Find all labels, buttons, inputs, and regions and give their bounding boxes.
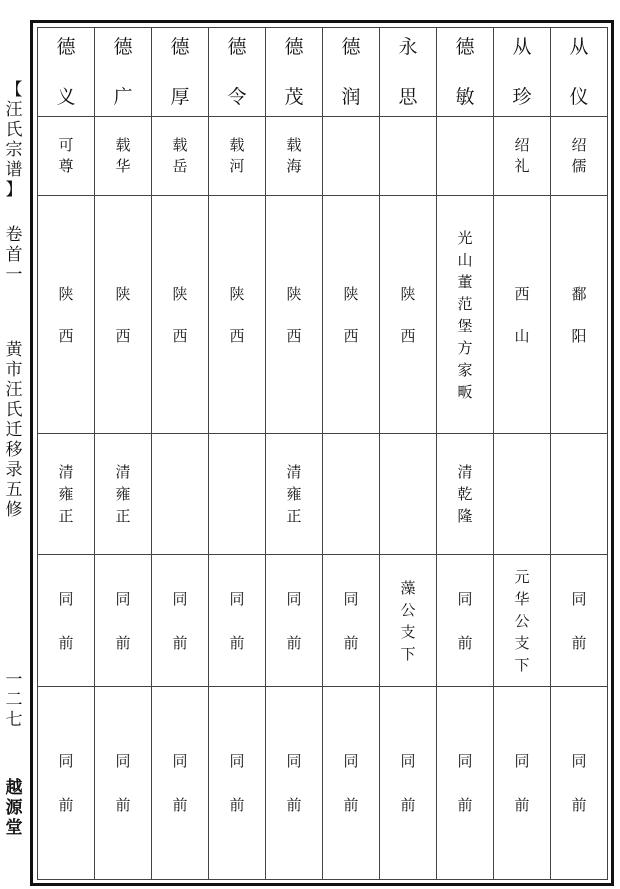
- hall-name: 越 源 堂: [5, 778, 23, 838]
- cell-zi: [152, 117, 209, 196]
- migration-era: 清 雍 正: [286, 463, 302, 525]
- courtesy-name: 载 海: [286, 136, 302, 175]
- section-title: 黄 市 汪 氏 迁 移 录 五 修: [5, 340, 23, 520]
- migration-era: 清 雍 正: [115, 463, 131, 525]
- person-name: 永 思: [398, 36, 418, 108]
- cell-zi: [95, 117, 152, 196]
- courtesy-name: 载 河: [229, 136, 245, 175]
- migration-era: 清 乾 隆: [457, 463, 473, 525]
- page-number: 一 二 七: [5, 670, 23, 730]
- cell-era: [437, 434, 494, 555]
- cell-location: [380, 196, 437, 434]
- lineage-note: 同 前: [172, 589, 188, 652]
- origin-note: 同 前: [58, 752, 74, 814]
- cell-name: [323, 28, 380, 117]
- cell-name: [380, 28, 437, 117]
- cell-location: [494, 196, 551, 434]
- book-title: 【 汪 氏 宗 谱 】: [5, 80, 23, 200]
- cell-era: [266, 434, 323, 555]
- cell-era: [494, 434, 551, 555]
- migration-location: 西 山: [514, 284, 530, 345]
- cell-origin: [323, 687, 380, 880]
- migration-location: 陕 西: [115, 284, 131, 345]
- origin-note: 同 前: [457, 752, 473, 814]
- cell-origin: [437, 687, 494, 880]
- migration-era: [494, 434, 550, 554]
- migration-era: [209, 434, 265, 554]
- lineage-note: 同 前: [229, 589, 245, 652]
- cell-location: [209, 196, 266, 434]
- cell-zi: [494, 117, 551, 196]
- cell-location: [266, 196, 323, 434]
- cell-lineage: [494, 555, 551, 687]
- cell-name: [266, 28, 323, 117]
- lineage-note: 同 前: [343, 589, 359, 652]
- courtesy-name: [323, 117, 379, 195]
- cell-lineage: [152, 555, 209, 687]
- migration-location: 陕 西: [400, 284, 416, 345]
- cell-zi: [380, 117, 437, 196]
- courtesy-name: 绍 儒: [571, 136, 587, 175]
- migration-era: [380, 434, 436, 554]
- person-name: 德 广: [113, 36, 133, 108]
- cell-origin: [152, 687, 209, 880]
- location-row: [38, 196, 608, 434]
- cell-lineage: [95, 555, 152, 687]
- cell-origin: [266, 687, 323, 880]
- origin-note: 同 前: [172, 752, 188, 814]
- origin-note: 同 前: [286, 752, 302, 814]
- name-row: [38, 28, 608, 117]
- lineage-note: 元 华 公 支 下: [514, 567, 530, 674]
- lineage-note: 同 前: [457, 589, 473, 652]
- cell-zi: [437, 117, 494, 196]
- cell-era: [551, 434, 608, 555]
- lineage-note: 同 前: [571, 589, 587, 652]
- cell-name: [95, 28, 152, 117]
- courtesy-name: 可 尊: [58, 136, 74, 175]
- lineage-note: 同 前: [286, 589, 302, 652]
- cell-zi: [266, 117, 323, 196]
- cell-name: [551, 28, 608, 117]
- courtesy-name: [380, 117, 436, 195]
- cell-era: [209, 434, 266, 555]
- person-name: 德 茂: [284, 36, 304, 108]
- migration-era: [551, 434, 607, 554]
- cell-origin: [380, 687, 437, 880]
- cell-lineage: [323, 555, 380, 687]
- migration-era: [323, 434, 379, 554]
- person-name: 德 令: [227, 36, 247, 108]
- person-name: 德 义: [56, 36, 76, 108]
- cell-location: [551, 196, 608, 434]
- origin-note: 同 前: [400, 752, 416, 814]
- cell-lineage: [380, 555, 437, 687]
- cell-origin: [551, 687, 608, 880]
- migration-location: 光 山 董 范 堡 方 家 畈: [457, 228, 473, 401]
- lineage-note: 同 前: [115, 589, 131, 652]
- migration-location: 陕 西: [58, 284, 74, 345]
- cell-origin: [95, 687, 152, 880]
- migration-era: [152, 434, 208, 554]
- migration-location: 陕 西: [172, 284, 188, 345]
- person-name: 德 厚: [170, 36, 190, 108]
- origin-note: 同 前: [343, 752, 359, 814]
- person-name: 德 敏: [455, 36, 475, 108]
- migration-location: 陕 西: [229, 284, 245, 345]
- origin-note: 同 前: [571, 752, 587, 814]
- cell-location: [152, 196, 209, 434]
- courtesy-name: 载 岳: [172, 136, 188, 175]
- cell-location: [323, 196, 380, 434]
- cell-origin: [494, 687, 551, 880]
- cell-name: [152, 28, 209, 117]
- person-name: 从 珍: [512, 36, 532, 108]
- cell-name: [38, 28, 95, 117]
- courtesy-name: 载 华: [115, 136, 131, 175]
- cell-zi: [323, 117, 380, 196]
- cell-lineage: [437, 555, 494, 687]
- courtesy-name: 绍 礼: [514, 136, 530, 175]
- cell-era: [38, 434, 95, 555]
- origin-note: 同 前: [514, 752, 530, 814]
- cell-origin: [209, 687, 266, 880]
- cell-lineage: [38, 555, 95, 687]
- lineage-row: [38, 555, 608, 687]
- person-name: 从 仪: [569, 36, 589, 108]
- migration-era: 清 雍 正: [58, 463, 74, 525]
- lineage-note: 同 前: [58, 589, 74, 652]
- lineage-note: 藻 公 支 下: [400, 578, 416, 663]
- cell-location: [38, 196, 95, 434]
- cell-name: [494, 28, 551, 117]
- cell-name: [209, 28, 266, 117]
- cell-lineage: [266, 555, 323, 687]
- cell-era: [152, 434, 209, 555]
- origin-note: 同 前: [115, 752, 131, 814]
- cell-location: [95, 196, 152, 434]
- courtesy-name-row: [38, 117, 608, 196]
- cell-lineage: [209, 555, 266, 687]
- cell-lineage: [551, 555, 608, 687]
- era-row: [38, 434, 608, 555]
- cell-era: [95, 434, 152, 555]
- cell-name: [437, 28, 494, 117]
- person-name: 德 润: [341, 36, 361, 108]
- origin-row: [38, 687, 608, 880]
- cell-zi: [38, 117, 95, 196]
- origin-note: 同 前: [229, 752, 245, 814]
- migration-location: 陕 西: [343, 284, 359, 345]
- courtesy-name: [437, 117, 493, 195]
- volume-label: 卷 首 一: [5, 225, 23, 285]
- cell-zi: [551, 117, 608, 196]
- migration-location: 鄱 阳: [571, 284, 587, 345]
- cell-era: [323, 434, 380, 555]
- cell-era: [380, 434, 437, 555]
- migration-location: 陕 西: [286, 284, 302, 345]
- cell-zi: [209, 117, 266, 196]
- genealogy-table: [37, 27, 608, 880]
- cell-origin: [38, 687, 95, 880]
- cell-location: [437, 196, 494, 434]
- left-margin: [0, 0, 28, 889]
